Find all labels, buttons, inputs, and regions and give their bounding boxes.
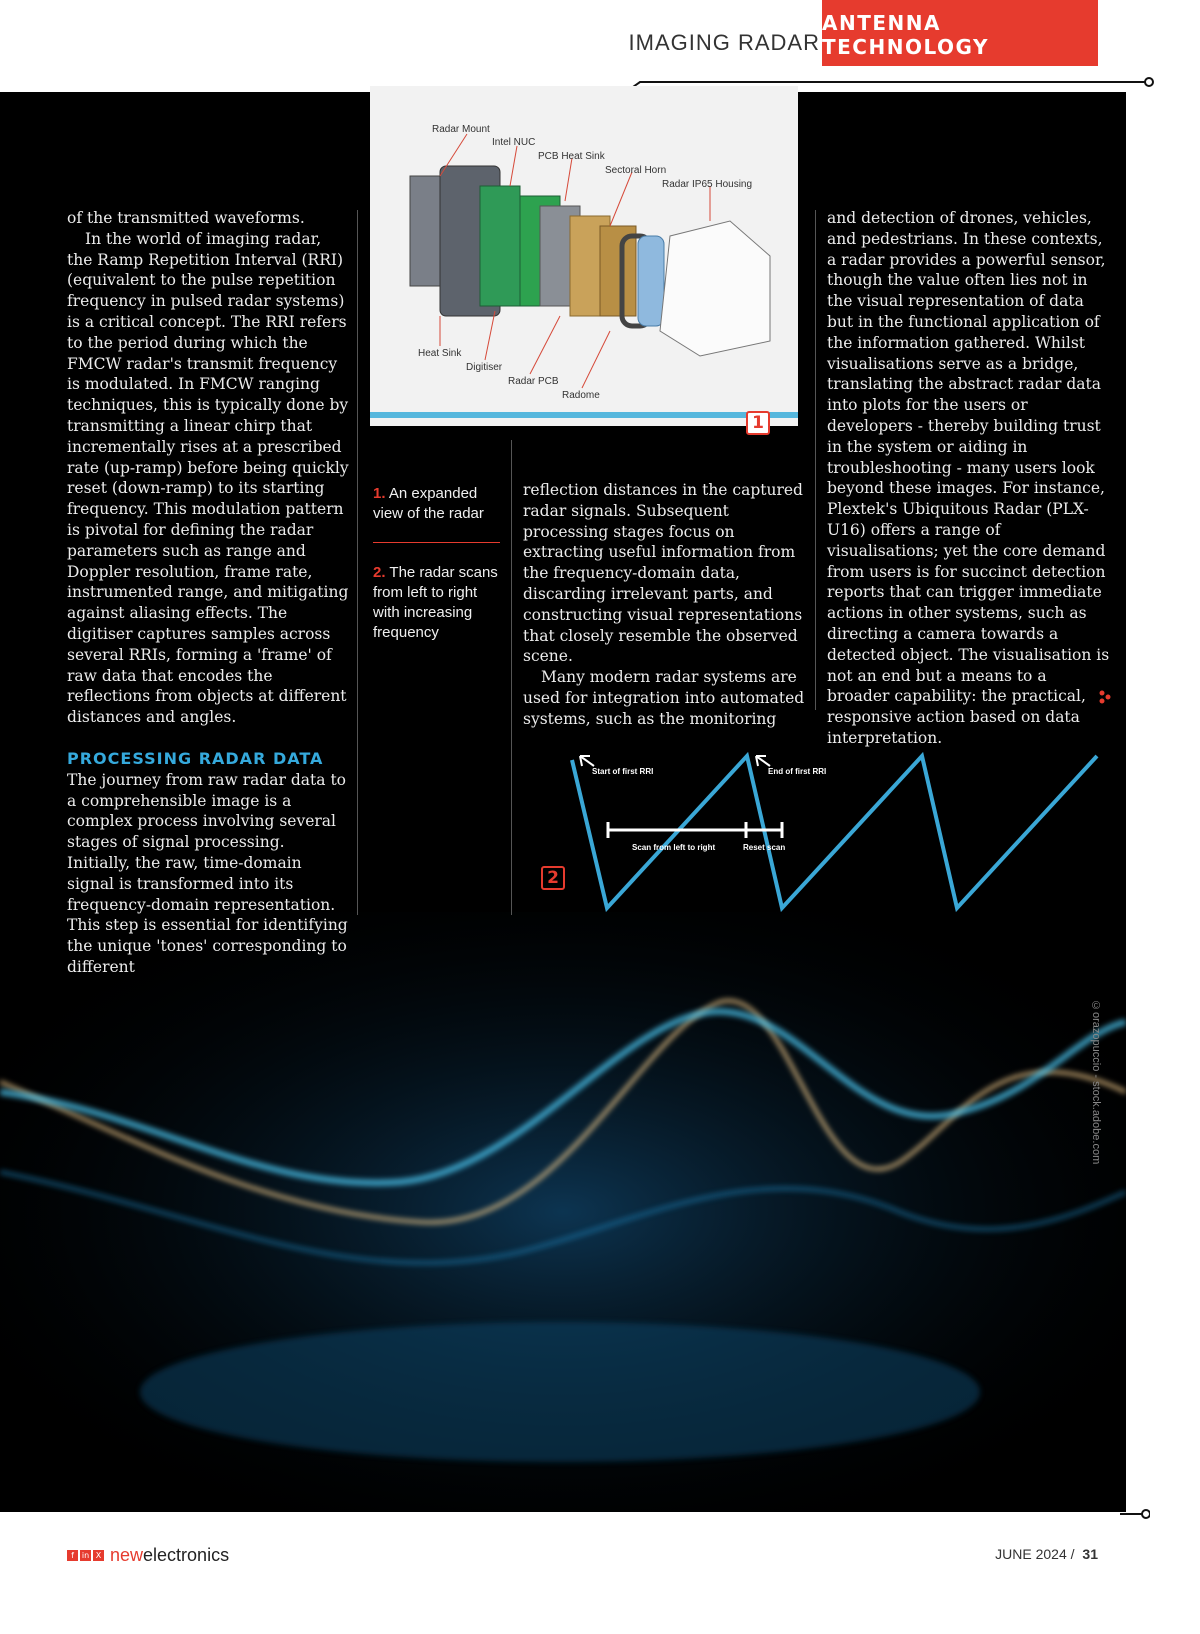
- article-column-3: [827, 208, 1113, 749]
- label-radar-mount: Radar Mount: [432, 124, 490, 135]
- x-icon[interactable]: X: [93, 1550, 104, 1561]
- caption-text: The radar scans from left to right with increasing frequency: [373, 564, 498, 641]
- photo-credit: ©orazopuccio - stock.adobe.com: [1090, 1000, 1102, 1165]
- paragraph: The journey from raw radar data to a comprehensible image is a complex process involving several stages of signal processing. Initially, the raw, time-domain signal is transformed into its frequency-domain representation. This step is essential for identifying the unique 'tones' corresponding to different: [67, 770, 348, 976]
- label-intel-nuc: Intel NUC: [492, 137, 536, 148]
- sawtooth-line: [572, 756, 1097, 908]
- section-tag: ANTENNA TECHNOLOGY: [822, 0, 1098, 66]
- end-mark-icon: [1098, 690, 1112, 704]
- linkedin-icon[interactable]: in: [81, 1551, 90, 1560]
- paragraph: of the transmitted waveforms.: [67, 209, 305, 227]
- paragraph: and detection of drones, vehicles, and pedestrians. In these contexts, a radar provides a powerful sensor, though the value often lies not in the visual representation of data but in the functional application of the information gathered. Whilst visualisations serve as a bridge, translating the abstract radar data into plots for the users or developers - thereby building trust in the system or aiding in troubleshooting - many users look beyond these images. For instance, Plextek's Ubiquitous Radar (PLX-U16) offers a range of visualisations; yet the core demand from users is for succinct detection reports that can trigger immediate actions in other systems, such as directing a camera towards a detected object. The visualisation is not an end but a means to a broader capability: the practical, responsive action based on data interpretation.: [827, 209, 1110, 747]
- subheading: PROCESSING RADAR DATA: [67, 748, 324, 768]
- article-column-1: [67, 208, 349, 978]
- paragraph: In the world of imaging radar, the Ramp Repetition Interval (RRI) (equivalent to the pulse repetition frequency in pulsed radar systems) is a critical concept. The RRI refers to the period during which the FMCW radar's transmit frequency is modulated. In FMCW ranging techniques, this is typically done by transmitting a linear chirp that incrementally rises at a prescribed rate (up-ramp) before being quickly reset (down-ramp) to its starting frequency. This modulation pattern is pivotal for defining the radar parameters such as range and Doppler resolution, frame rate, instrumented range, and mitigating against aliasing effects. The digitiser captures samples across several RRIs, forming a 'frame' of raw data that encodes the reflections from objects at different distances and angles.: [67, 229, 349, 727]
- separator: /: [1070, 1546, 1075, 1562]
- section-title: IMAGING RADAR: [628, 30, 820, 55]
- figure-badge-2: 2: [541, 866, 565, 890]
- label-radar-pcb: Radar PCB: [508, 376, 559, 387]
- figure-badge-1: 1: [746, 411, 770, 435]
- sawtooth-diagram: [560, 740, 1120, 920]
- label-digitiser: Digitiser: [466, 362, 503, 373]
- caption-2: [373, 563, 507, 643]
- facebook-icon[interactable]: f: [67, 1550, 78, 1561]
- label-radome: Radome: [562, 390, 600, 401]
- social-icons: [67, 1550, 104, 1561]
- caption-number: 2.: [373, 564, 386, 581]
- radar-exploded-diagram: [370, 86, 798, 426]
- paragraph: Many modern radar systems are used for integration into automated systems, such as the monitoring: [523, 668, 805, 728]
- column-divider: [815, 210, 816, 710]
- issue-date-text: JUNE 2024: [995, 1546, 1067, 1562]
- label-heat-sink: Heat Sink: [418, 348, 462, 359]
- brand-logo: newelectronics: [110, 1545, 230, 1565]
- article-column-2: [523, 480, 808, 730]
- paragraph: reflection distances in the captured radar signals. Subsequent processing stages focus on extracting useful information from the frequency-domain data, discarding irrelevant parts, and constructing visual representations that closely resemble the observed scene.: [523, 481, 803, 666]
- issue-date: [995, 1546, 1098, 1562]
- label-radar-housing: Radar IP65 Housing: [662, 179, 753, 190]
- footer-connector-line: [1120, 1506, 1150, 1522]
- label-pcb-heat-sink: PCB Heat Sink: [538, 151, 605, 162]
- end-rri-label: End of first RRI: [768, 767, 827, 776]
- label-sectoral-horn: Sectoral Horn: [605, 165, 667, 176]
- caption-text: An expanded view of the radar: [373, 485, 484, 522]
- scan-label: Scan from left to right: [632, 843, 716, 852]
- footer-brand: [67, 1545, 229, 1566]
- start-rri-label: Start of first RRI: [592, 767, 654, 776]
- column-divider: [511, 440, 512, 915]
- reset-label: Reset scan: [743, 843, 786, 852]
- caption-divider: [373, 542, 500, 543]
- column-divider: [357, 210, 358, 915]
- page-number: 31: [1082, 1546, 1098, 1562]
- light-wave-background: [0, 912, 1126, 1512]
- caption-number: 1.: [373, 485, 386, 502]
- caption-1: [373, 484, 507, 524]
